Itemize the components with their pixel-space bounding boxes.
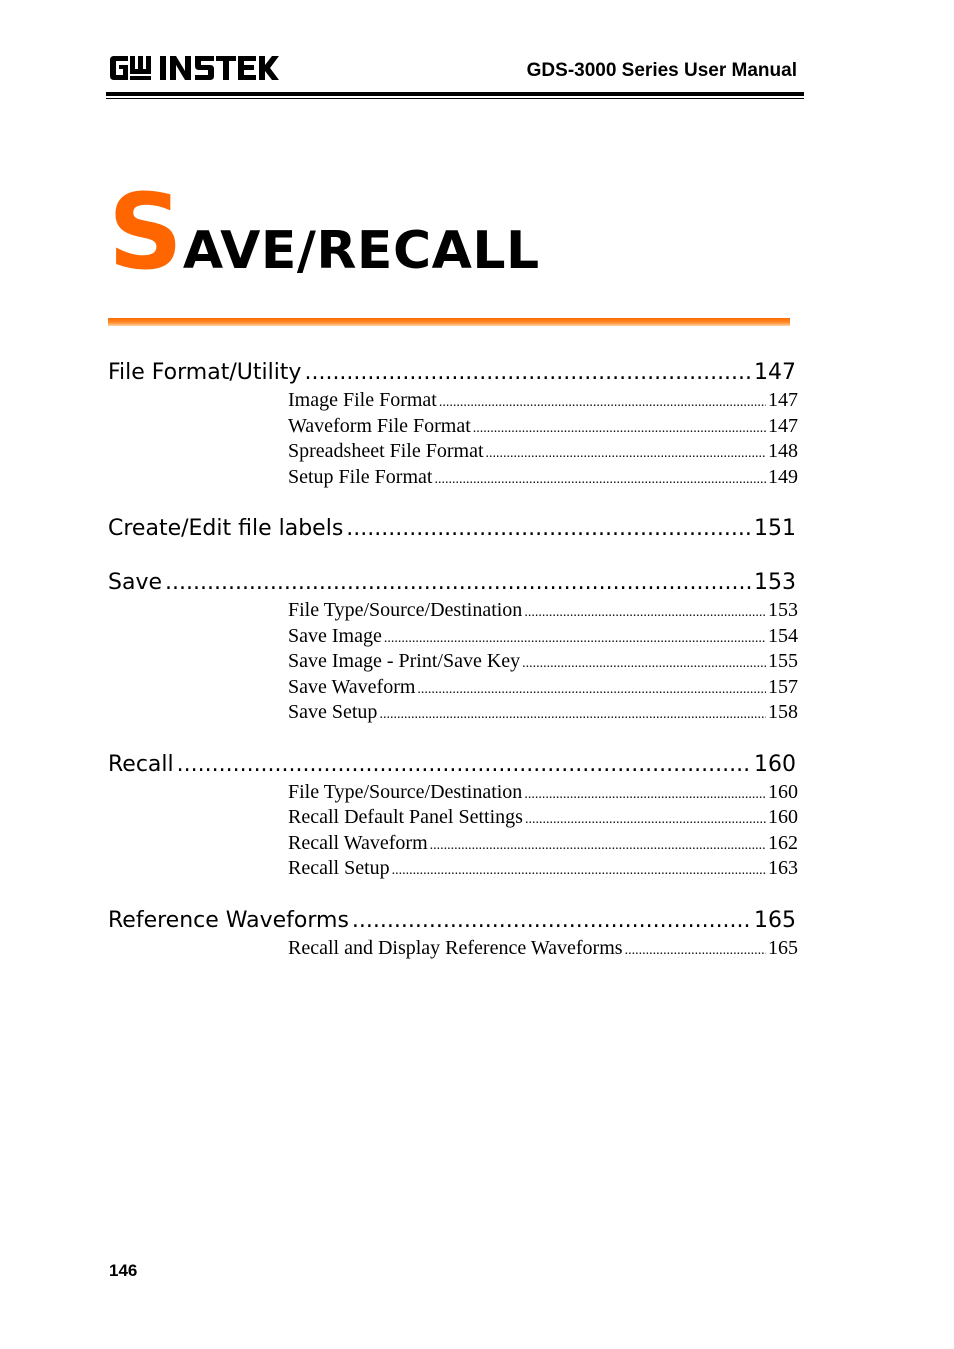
toc-leader-dots [522,651,766,677]
toc-sub-page: 158 [768,701,798,723]
toc-leader-dots [392,858,766,884]
toc-sub-page: 149 [768,465,798,488]
toc-sub-page: 157 [768,675,798,698]
toc-leader-dots [430,833,766,859]
toc-main-entry[interactable] [108,906,796,936]
toc-leader-dots [486,441,766,467]
table-of-contents [108,358,800,985]
toc-main-page: 153 [754,570,796,595]
toc-sub-entry[interactable] [288,780,798,806]
toc-leader-dots [525,807,766,833]
toc-sub-entry[interactable] [288,388,798,414]
toc-sub-page: 147 [768,389,798,411]
toc-sub-label: Waveform File Format [288,414,471,437]
toc-leader-dots [524,600,766,626]
toc-main-entry[interactable] [108,358,796,388]
toc-leader-dots [165,568,751,598]
toc-sub-entry[interactable] [288,465,798,491]
toc-sub-label: Save Image [288,624,382,647]
toc-main-label: Reference Waveforms [108,907,349,933]
toc-leader-dots [417,677,766,703]
toc-sub-label: Setup File Format [288,465,433,488]
toc-sub-page: 160 [768,806,798,828]
toc-main-label: Create/Edit file labels [108,516,344,541]
header-rule [106,92,804,96]
toc-leader-dots [384,626,766,652]
toc-sub-label: Recall and Display Reference Waveforms [288,936,623,959]
toc-main-entry[interactable] [108,568,796,598]
toc-sub-label: Recall Waveform [288,831,428,854]
toc-sub-page: 148 [768,440,798,462]
toc-main-page: 160 [754,751,796,777]
toc-sub-label: File Type/Source/Destination [288,599,523,621]
toc-sub-entry[interactable] [288,414,798,440]
toc-main-page: 147 [754,360,796,385]
gw-instek-logo [108,52,280,86]
toc-sub-entry[interactable] [288,439,798,465]
toc-sub-entry[interactable] [288,598,798,624]
toc-sub-list [288,780,798,882]
toc-sub-label: Save Waveform [288,675,416,698]
toc-sub-list [288,388,798,490]
toc-sub-page: 153 [768,599,798,621]
toc-sub-label: File Type/Source/Destination [288,780,523,803]
toc-sub-page: 160 [768,780,798,803]
toc-main-label: File Format/Utility [108,360,302,385]
toc-sub-entry[interactable] [288,675,798,701]
toc-sub-label: Save Setup [288,701,378,723]
toc-main-page: 165 [754,907,796,933]
toc-sub-entry[interactable] [288,856,798,882]
toc-sub-entry[interactable] [288,624,798,650]
toc-section [108,514,800,544]
toc-sub-page: 162 [768,831,798,854]
toc-sub-page: 163 [768,857,798,879]
toc-main-entry[interactable] [108,514,796,544]
toc-sub-list [288,598,798,726]
toc-section [108,750,800,882]
chapter-title-initial: S [108,171,183,293]
toc-main-page: 151 [754,516,796,541]
chapter-title-rest: AVE/RECALL [182,221,540,281]
toc-leader-dots [473,416,766,442]
toc-leader-dots [379,702,766,728]
toc-leader-dots [346,514,751,544]
toc-section [108,906,800,962]
toc-sub-label: Spreadsheet File Format [288,440,484,462]
toc-sub-page: 165 [768,936,798,959]
toc-main-label: Recall [108,751,174,777]
header-rule-thin [106,98,804,99]
toc-sub-entry[interactable] [288,831,798,857]
toc-leader-dots [524,782,766,808]
toc-section [108,568,800,726]
chapter-title [108,171,540,293]
toc-sub-page: 147 [768,414,798,437]
toc-main-entry[interactable] [108,750,796,780]
toc-leader-dots [625,938,766,964]
toc-leader-dots [352,906,751,936]
toc-sub-label: Save Image - Print/Save Key [288,650,521,672]
toc-section [108,358,800,490]
toc-sub-entry[interactable] [288,805,798,831]
toc-main-label: Save [108,570,163,595]
toc-sub-entry[interactable] [288,936,798,962]
manual-title: GDS-3000 Series User Manual [526,60,797,81]
toc-sub-entry[interactable] [288,649,798,675]
toc-sub-label: Recall Setup [288,857,390,879]
toc-sub-entry[interactable] [288,700,798,726]
toc-leader-dots [304,358,751,388]
toc-leader-dots [439,390,766,416]
toc-sub-page: 154 [768,624,798,647]
toc-sub-label: Recall Default Panel Settings [288,806,523,828]
toc-leader-dots [434,467,766,493]
page-number: 146 [109,1261,138,1280]
toc-sub-list [288,936,798,962]
toc-sub-page: 155 [768,650,798,672]
toc-sub-label: Image File Format [288,389,437,411]
toc-leader-dots [177,750,751,780]
chapter-title-rule [108,318,790,326]
